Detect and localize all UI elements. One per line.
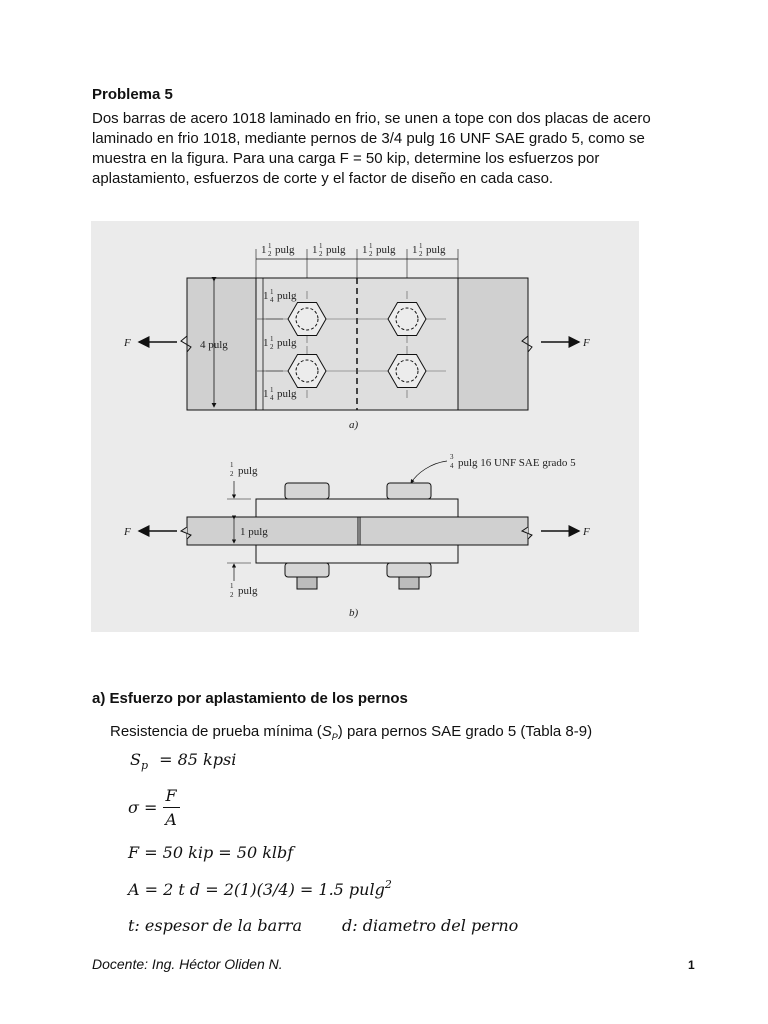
svg-text:pulg: pulg bbox=[277, 337, 297, 349]
page-number: 1 bbox=[688, 958, 695, 972]
statement-line: laminado en frio 1018, mediante pernos de 3/4 pulg 16 UNF SAE grado 5, como se bbox=[92, 130, 645, 147]
svg-text:2: 2 bbox=[270, 343, 274, 351]
bottom-plate bbox=[256, 545, 458, 563]
svg-text:1: 1 bbox=[261, 244, 267, 256]
force-label: F bbox=[583, 337, 590, 349]
svg-text:1: 1 bbox=[369, 242, 373, 250]
sigma-equation: σ = $\frac{F}{A}$ bbox=[128, 786, 180, 829]
sigma-fraction: $\frac{F}{A}$ bbox=[163, 786, 180, 829]
svg-text:4: 4 bbox=[270, 394, 274, 402]
svg-text:3: 3 bbox=[450, 453, 454, 461]
svg-text:4: 4 bbox=[270, 296, 274, 304]
svg-text:1: 1 bbox=[268, 242, 272, 250]
bolt-head bbox=[285, 483, 329, 499]
svg-text:pulg: pulg bbox=[277, 290, 297, 302]
statement-line: aplastamiento, esfuerzos de corte y el factor de diseño en cada caso. bbox=[92, 170, 554, 187]
top-plate bbox=[256, 499, 458, 517]
plate-thickness-label bbox=[230, 582, 258, 599]
svg-text:1: 1 bbox=[312, 244, 318, 256]
force-equation: F = 50 kip = 50 klbf bbox=[128, 843, 294, 862]
svg-text:1: 1 bbox=[412, 244, 418, 256]
plate-thickness-label bbox=[230, 461, 258, 478]
svg-text:pulg: pulg bbox=[426, 244, 446, 256]
caption-b: b) bbox=[349, 607, 359, 619]
height-label: 4 pulg bbox=[200, 339, 228, 351]
sp-equation: $S_p = 85$ kpsi bbox=[130, 750, 237, 772]
svg-text:pulg: pulg bbox=[275, 244, 295, 256]
problem-title: Problema 5 bbox=[92, 86, 173, 103]
svg-text:pulg: pulg bbox=[376, 244, 396, 256]
dim-label-side bbox=[263, 335, 297, 351]
view-a bbox=[123, 242, 590, 431]
svg-text:1: 1 bbox=[230, 461, 234, 469]
svg-text:1: 1 bbox=[263, 337, 269, 349]
svg-text:pulg: pulg bbox=[326, 244, 346, 256]
svg-text:1: 1 bbox=[263, 388, 269, 400]
statement-line: muestra en la figura. Para una carga F = 50 kip, determine los esfuerzos por bbox=[92, 150, 600, 167]
section-a-title: a) Esfuerzo por aplastamiento de los pernos bbox=[92, 690, 408, 707]
footer-author: Docente: Ing. Héctor Oliden N. bbox=[92, 956, 283, 972]
bolt-thread bbox=[297, 577, 317, 589]
bar-left bbox=[187, 517, 358, 545]
joint-figure bbox=[91, 221, 639, 632]
force-label: F bbox=[124, 337, 131, 349]
svg-text:pulg: pulg bbox=[238, 465, 258, 477]
svg-text:2: 2 bbox=[268, 250, 272, 258]
svg-text:2: 2 bbox=[230, 591, 234, 599]
resistance-line: Resistencia de prueba mínima $(S_P)$ para pernos SAE grado 5 (Tabla 8-9) bbox=[110, 723, 593, 742]
area-equation: A = 2 t d = 2(1)(3/4) = 1.5 pulg$^2$ bbox=[128, 878, 392, 899]
dim-label-top bbox=[362, 242, 396, 258]
dim-label-side bbox=[263, 288, 297, 304]
leader-line bbox=[411, 461, 447, 483]
dim-label-top bbox=[261, 242, 295, 258]
svg-text:1: 1 bbox=[270, 386, 274, 394]
joint-diagram bbox=[91, 221, 639, 632]
svg-text:1: 1 bbox=[270, 288, 274, 296]
diameter-definition: d: diametro del perno bbox=[342, 916, 519, 935]
dim-label-top bbox=[312, 242, 346, 258]
force-label: F bbox=[124, 526, 131, 538]
svg-text:2: 2 bbox=[230, 470, 234, 478]
view-b bbox=[123, 453, 590, 619]
svg-text:pulg: pulg bbox=[277, 388, 297, 400]
statement-line: Dos barras de acero 1018 laminado en frio, se unen a tope con dos placas de acero bbox=[92, 110, 651, 127]
svg-text:1: 1 bbox=[270, 335, 274, 343]
nut bbox=[285, 563, 329, 577]
svg-text:1: 1 bbox=[419, 242, 423, 250]
bolt-head bbox=[387, 483, 431, 499]
svg-text:2: 2 bbox=[369, 250, 373, 258]
svg-text:pulg: pulg bbox=[238, 585, 258, 597]
bolt-spec-label bbox=[450, 453, 576, 470]
dim-label-top bbox=[412, 242, 446, 258]
svg-text:4: 4 bbox=[450, 462, 454, 470]
svg-text:pulg 16 UNF SAE grado 5: pulg 16 UNF SAE grado 5 bbox=[458, 457, 576, 469]
caption-a: a) bbox=[349, 419, 359, 431]
problem-statement bbox=[92, 109, 682, 189]
bar-right bbox=[360, 517, 528, 545]
svg-text:2: 2 bbox=[419, 250, 423, 258]
bar-thickness-label: 1 pulg bbox=[240, 526, 268, 538]
svg-text:1: 1 bbox=[362, 244, 368, 256]
svg-text:1: 1 bbox=[263, 290, 269, 302]
nut bbox=[387, 563, 431, 577]
svg-text:1: 1 bbox=[319, 242, 323, 250]
svg-text:2: 2 bbox=[319, 250, 323, 258]
force-label: F bbox=[583, 526, 590, 538]
bolt-thread bbox=[399, 577, 419, 589]
thickness-definition: t: espesor de la barra bbox=[128, 916, 303, 935]
dim-label-side bbox=[263, 386, 297, 402]
svg-text:1: 1 bbox=[230, 582, 234, 590]
